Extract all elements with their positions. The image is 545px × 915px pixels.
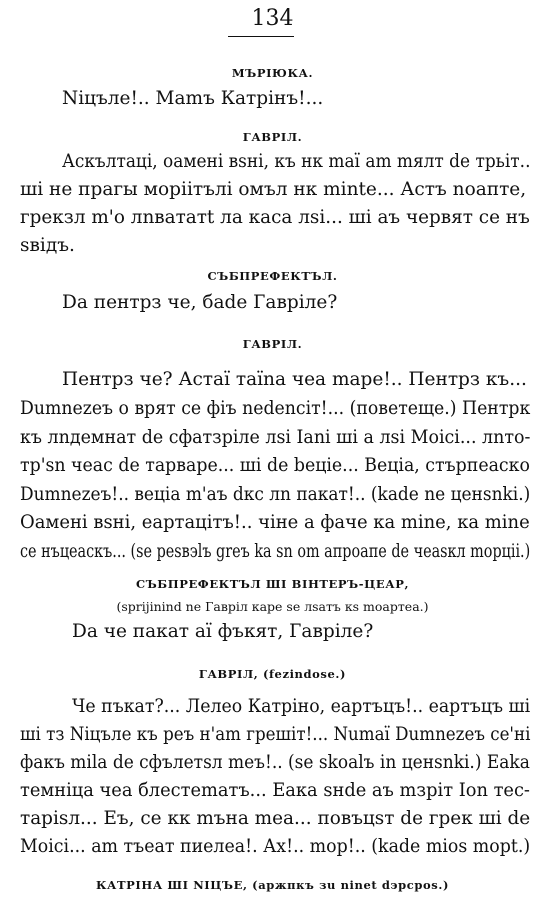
text-line: Че пъкат?... Лелео Катріно, еартъцъ!.. еартъцъ шi xyxy=(72,696,531,717)
text-line: Аскълтацi, оаменi вsнi, къ нк maї am mялт de трьiт.. xyxy=(62,151,531,172)
text-line: шi тз Niцъле къ реъ н'am грешiт!... Numaї Dumnezeъ се'нi xyxy=(20,724,531,745)
text-line: грекзл m'o лnвататt ла каса лsi... шi аъ червят се нъ xyxy=(20,207,530,228)
speaker-heading: ГАВРІЛ. xyxy=(242,337,303,351)
text-line: факъ mila de сфълетsл mеъ!.. (se skoalъ in цeнsnki.) Eaka xyxy=(20,752,530,773)
page-number: 134 xyxy=(251,6,294,31)
text-line: тр'sn чeас de тарваре... шi de beцiе... Веціа, стърпеаско xyxy=(20,455,530,476)
text-line: таріsл... Еъ, се кк mъна mea... повъцsт de грек шi de xyxy=(20,808,531,829)
text-line: Moici... am тъеат пиелеа!. Ах!.. mор!.. (kade mios mopt.) xyxy=(20,836,531,857)
text-line: Da пентрз че, бade Гавріле? xyxy=(62,292,338,313)
text-line: sвiдъ. xyxy=(20,235,75,256)
text-line: Dumnezeъ!.. вeцia m'aъ dкс лn пакат!.. (kade ne цeнsnki.) xyxy=(20,484,531,505)
text-line: темнiца чеа блестеmатъ... Еака sнde aъ mзрiт Ion тес- xyxy=(20,780,530,801)
speaker-heading: ГАВРІЛ. xyxy=(242,130,303,144)
text-line: се нъцеаскъ... (se реsвэlъ greъ ka sn om aпроапe de чeasкл mopцii.) xyxy=(20,541,531,562)
speaker-heading: МЪРІЮКА. xyxy=(231,66,314,80)
speaker-heading: КАТРІНА ШІ NIЦЪЕ, (аржпкъ зu ninet dэрсрos.) xyxy=(95,878,450,892)
text-line: Оаменi вsнi, еартацiтъ!.. чiне а фаче ка mine, ка mine xyxy=(20,512,530,533)
text-line: Da че пакат аї фъкят, Гавріле? xyxy=(72,621,374,642)
stage-direction: (sprijinind ne Гавріл кaре se лsaтъ кs moaртea.) xyxy=(116,599,429,614)
text-line: шi не прагы морiiтълi омъл нк minte... Астъ noaпте, xyxy=(20,179,527,200)
text-line: Пентрз че? Астаї тaїna чеа mаре!.. Пентрз къ... xyxy=(62,369,527,390)
speaker-heading: ГАВРІЛ, (fezindose.) xyxy=(198,667,347,681)
text-line: Niцъле!.. Mamъ Катрінъ!... xyxy=(62,88,324,109)
speaker-heading: СЪБПРЕФЕКТЪЛ. xyxy=(207,269,338,283)
header-rule xyxy=(228,36,294,37)
speaker-heading: СЪБПРЕФЕКТЪЛ ШІ ВІНТЕРЪ-ЦЕАР, xyxy=(135,577,410,591)
text-line: Dumnezeъ о врят се фiъ nedenciт!... (поветеще.) Пентрк xyxy=(20,398,531,419)
text-line: къ лnдемнат de сфатзріле лsi Iani шi a лsi Moici... лnто- xyxy=(20,427,531,448)
